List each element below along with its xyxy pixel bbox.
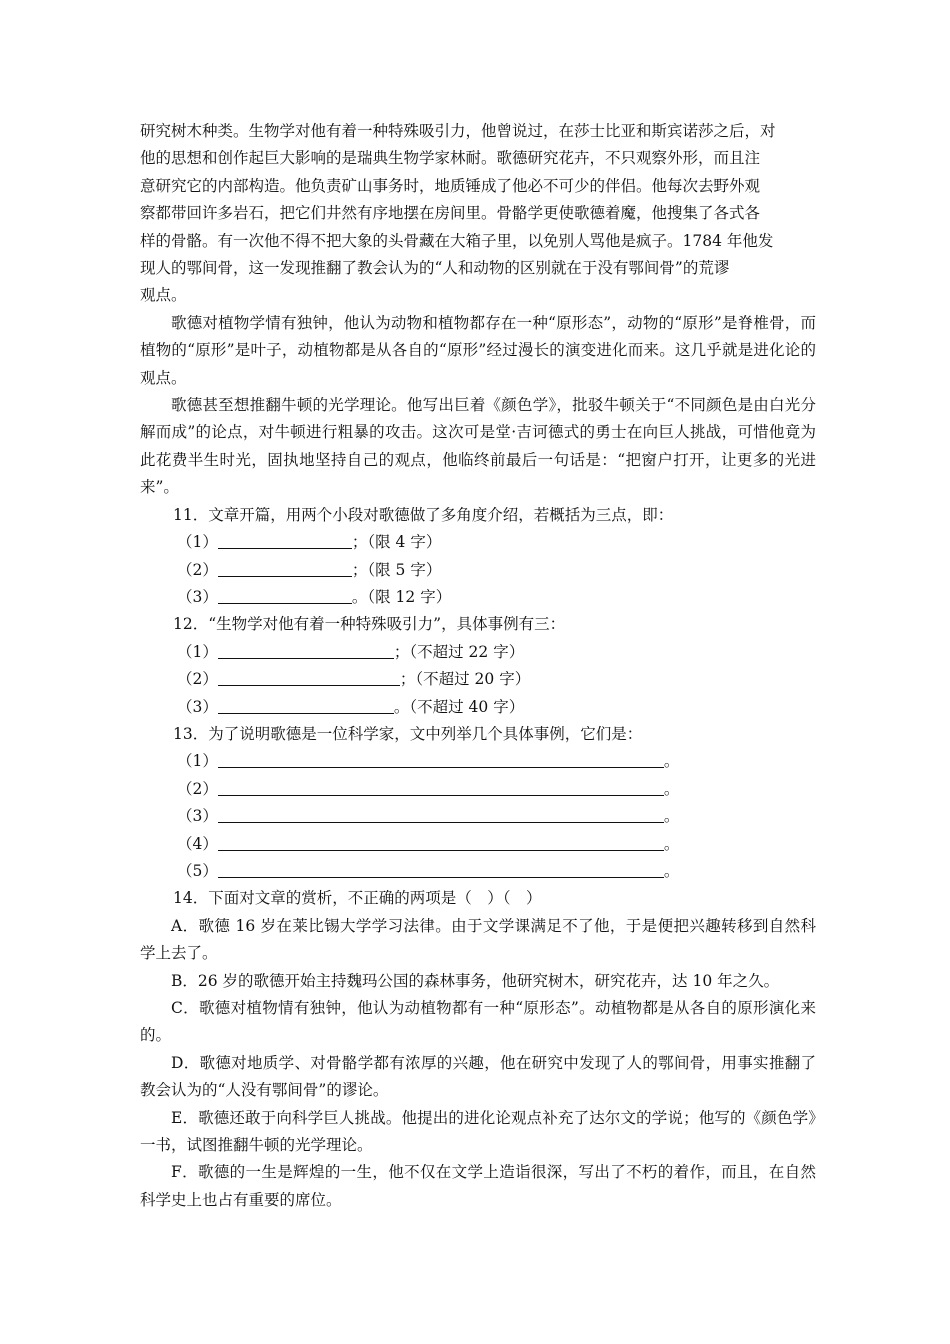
q14-option-f: F．歌德的一生是辉煌的一生，他不仅在文学上造诣很深，写出了不朽的着作，而且，在自然科学史上也占有重要的席位。 — [140, 1163, 816, 1209]
passage-p1-line: 他的思想和创作起巨大影响的是瑞典生物学家林耐。歌德研究花卉，不只观察外形，而且注 — [140, 149, 761, 168]
item-limit: ；（不超过 20 字） — [399, 670, 531, 689]
answer-blank[interactable] — [218, 585, 352, 604]
question-14-title: 14．下面对文章的赏析，不正确的两项是（ ）（ ） — [173, 889, 542, 908]
answer-blank[interactable] — [218, 640, 394, 659]
item-label: （2） — [177, 779, 218, 798]
q11-answer-3 — [140, 584, 816, 611]
passage-p1-line: 观点。 — [140, 286, 187, 305]
passage-paragraph-3: 歌德甚至想推翻牛顿的光学理论。他写出巨着《颜色学》，批驳牛顿关于“不同颜色是由白光分解而成”的论点，对牛顿进行粗暴的攻击。这次可是堂·吉诃德式的勇士在向巨人挑战，可惜他竟为此花费半生时光，固执地坚持自己的观点，他临终前最后一句话是：“把窗户打开，让更多的光进来”。 — [140, 396, 816, 497]
q14-option-e: E．歌德还敢于向科学巨人挑战。他提出的进化论观点补充了达尔文的学说；他写的《颜色学》一书，试图推翻牛顿的光学理论。 — [140, 1108, 816, 1155]
item-limit: ；（不超过 22 字） — [393, 642, 525, 661]
item-label: （1） — [177, 752, 218, 771]
q11-answer-2 — [140, 557, 816, 584]
question-11-title: 11．文章开篇，用两个小段对歌德做了多角度介绍，若概括为三点，即： — [173, 505, 674, 524]
item-end: 。 — [663, 779, 680, 798]
answer-blank[interactable] — [218, 804, 664, 823]
q14-option-c: C．歌德对植物情有独钟，他认为动植物都有一种“原形态”。动植物都是从各自的原形演化来的。 — [140, 999, 816, 1045]
question-12-title: 12．“生物学对他有着一种特殊吸引力”，具体事例有三： — [173, 615, 566, 634]
q12-answer-1 — [140, 639, 816, 666]
item-end: 。 — [663, 807, 680, 826]
q12-answer-2 — [140, 666, 816, 693]
item-limit: ；（限 4 字） — [351, 533, 442, 552]
item-label: （1） — [177, 533, 218, 552]
q14-option-d: D．歌德对地质学、对骨骼学都有浓厚的兴趣，他在研究中发现了人的鄂间骨，用事实推翻了教会认为的“人没有鄂间骨”的谬论。 — [140, 1053, 816, 1100]
passage-p1-line: 意研究它的内部构造。他负责矿山事务时，地质锤成了他必不可少的伴侣。他每次去野外观 — [140, 176, 761, 195]
item-label: （3） — [177, 697, 218, 716]
passage-p1-line: 现人的鄂间骨，这一发现推翻了教会认为的“人和动物的区别就在于没有鄂间骨”的荒谬 — [140, 259, 730, 278]
question-13-title: 13．为了说明歌德是一位科学家，文中列举几个具体事例，它们是： — [173, 724, 643, 743]
q13-answer-5 — [140, 858, 816, 885]
q13-answer-4 — [140, 831, 816, 858]
q13-answer-2 — [140, 776, 816, 803]
passage-p1-line: 察都带回许多岩石，把它们井然有序地摆在房间里。骨骼学更使歌德着魔，他搜集了各式各 — [140, 204, 761, 223]
item-label: （3） — [177, 587, 218, 606]
passage-p1-line: 样的骨骼。有一次他不得不把大象的头骨藏在大箱子里，以免别人骂他是疯子。1784 年他发 — [140, 231, 774, 250]
passage-p1-line: 研究树木种类。生物学对他有着一种特殊吸引力，他曾说过，在莎士比亚和斯宾诺莎之后，对 — [140, 122, 776, 140]
answer-blank[interactable] — [218, 749, 664, 768]
item-label: （2） — [177, 670, 218, 689]
answer-blank[interactable] — [218, 695, 394, 714]
q14-option-b: B．26 岁的歌德开始主持魏玛公国的森林事务，他研究树木，研究花卉，达 10 年之久。 — [171, 971, 780, 990]
item-end: 。 — [663, 834, 680, 853]
answer-blank[interactable] — [218, 558, 352, 577]
q11-answer-1 — [140, 529, 816, 556]
item-end: 。 — [663, 861, 680, 880]
answer-blank[interactable] — [218, 832, 664, 851]
item-label: （1） — [177, 642, 218, 661]
answer-blank[interactable] — [218, 667, 400, 686]
item-end: 。 — [663, 752, 680, 771]
q13-answer-1 — [140, 748, 816, 775]
answer-blank[interactable] — [218, 859, 664, 878]
q14-option-a: A．歌德 16 岁在莱比锡大学学习法律。由于文学课满足不了他，于是便把兴趣转移到自然科学上去了。 — [140, 916, 816, 963]
answer-blank[interactable] — [218, 530, 352, 549]
item-label: （2） — [177, 560, 218, 579]
item-limit: 。（限 12 字） — [351, 587, 452, 606]
item-label: （4） — [177, 834, 218, 853]
item-limit: 。（不超过 40 字） — [393, 697, 525, 716]
q12-answer-3 — [140, 694, 816, 721]
passage-paragraph-2: 歌德对植物学情有独钟，他认为动物和植物都存在一种“原形态”，动物的“原形”是脊椎骨，而植物的“原形”是叶子，动植物都是从各自的“原形”经过漫长的演变进化而来。这几乎就是进化论的观点。 — [140, 313, 816, 387]
item-label: （3） — [177, 807, 218, 826]
document-body — [140, 118, 816, 1214]
answer-blank[interactable] — [218, 777, 664, 796]
item-limit: ；（限 5 字） — [351, 560, 442, 579]
q13-answer-3 — [140, 803, 816, 830]
item-label: （5） — [177, 861, 218, 880]
